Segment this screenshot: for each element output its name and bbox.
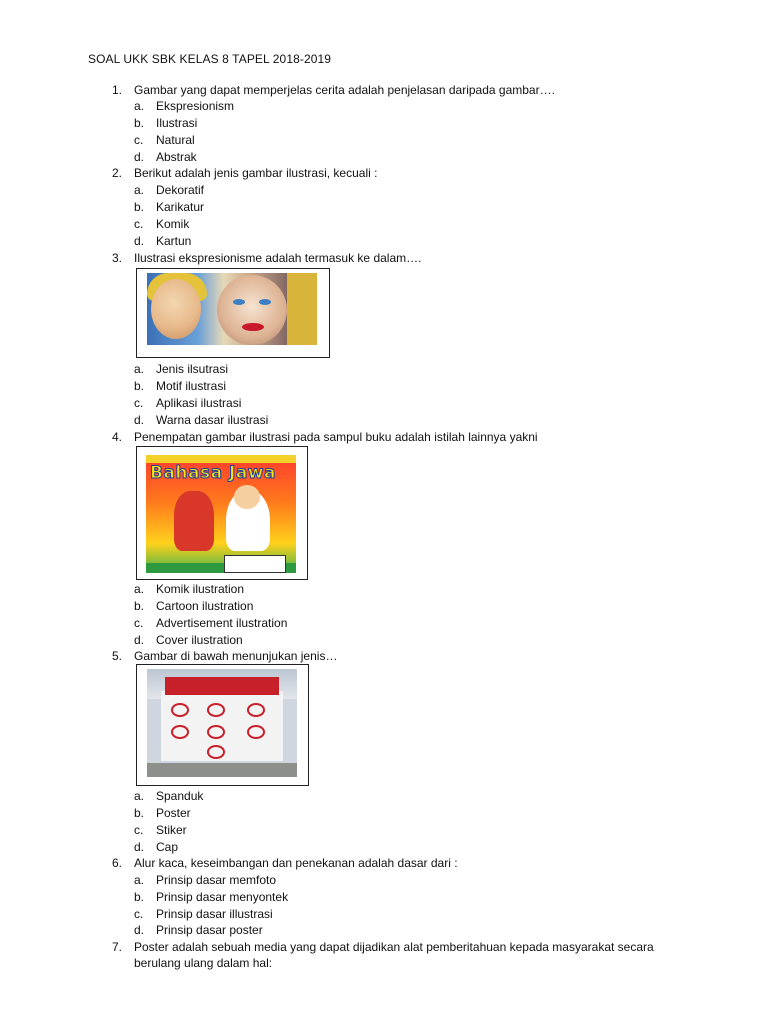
option-5d — [134, 839, 178, 855]
banner-header-strip — [165, 677, 279, 695]
option-2a — [134, 182, 204, 198]
question-number: 4. — [112, 430, 123, 444]
eye-shape — [233, 299, 245, 305]
face-shape — [151, 279, 201, 339]
option-text: Poster — [156, 806, 191, 820]
option-3a — [134, 361, 228, 377]
prohibition-icon — [207, 703, 225, 717]
question-7 — [112, 939, 702, 971]
option-4b — [134, 598, 253, 614]
question-text: Gambar di bawah menunjukan jenis… — [134, 649, 338, 663]
option-letter: b. — [134, 890, 145, 904]
lips-shape — [242, 323, 264, 331]
option-letter: b. — [134, 379, 145, 393]
page-title: SOAL UKK SBK KELAS 8 TAPEL 2018-2019 — [88, 52, 332, 66]
option-text: Kartun — [156, 234, 192, 248]
option-5c — [134, 822, 187, 838]
character-figure — [174, 491, 214, 551]
option-letter: d. — [134, 234, 145, 248]
pop-art-illustration-image — [136, 268, 330, 358]
option-letter: b. — [134, 116, 145, 130]
option-letter: a. — [134, 183, 145, 197]
question-text: Gambar yang dapat memperjelas cerita adalah penjelasan daripada gambar…. — [134, 83, 555, 97]
prohibition-icon — [171, 703, 189, 717]
option-6c — [134, 906, 273, 922]
option-text: Dekoratif — [156, 183, 205, 197]
question-number: 5. — [112, 649, 123, 663]
option-6a — [134, 872, 276, 888]
prohibition-icon — [171, 725, 189, 739]
option-1c — [134, 132, 195, 148]
option-letter: a. — [134, 362, 145, 376]
question-number: 2. — [112, 166, 123, 180]
option-text: Prinsip dasar illustrasi — [156, 907, 273, 921]
option-4a — [134, 581, 244, 597]
question-6 — [112, 855, 702, 871]
option-3c — [134, 395, 241, 411]
banner-picture — [147, 669, 297, 777]
option-text: Prinsip dasar poster — [156, 923, 263, 937]
option-1d — [134, 149, 197, 165]
cover-title: Bahasa Jawa — [150, 463, 276, 483]
face-shape — [217, 275, 287, 345]
question-2 — [112, 165, 702, 181]
option-text: Prinsip dasar menyontek — [156, 890, 289, 904]
option-letter: b. — [134, 200, 145, 214]
question-number: 7. — [112, 940, 123, 954]
option-6d — [134, 922, 263, 938]
question-text: Penempatan gambar ilustrasi pada sampul buku adalah istilah lainnya yakni — [134, 430, 538, 444]
option-letter: d. — [134, 840, 145, 854]
option-letter: b. — [134, 599, 145, 613]
option-text: Komik — [156, 217, 190, 231]
option-2b — [134, 199, 204, 215]
question-number: 1. — [112, 83, 123, 97]
option-text: Komik ilustration — [156, 582, 245, 596]
option-2d — [134, 233, 191, 249]
option-text: Warna dasar ilustrasi — [156, 413, 269, 427]
prohibition-icon — [247, 703, 265, 717]
option-text: Karikatur — [156, 200, 205, 214]
option-text: Cartoon ilustration — [156, 599, 254, 613]
option-text: Natural — [156, 133, 195, 147]
option-letter: d. — [134, 413, 145, 427]
hair-shape — [287, 273, 317, 345]
pop-art-picture — [147, 273, 317, 345]
cover-info-box — [224, 555, 286, 573]
option-1b — [134, 115, 197, 131]
option-letter: d. — [134, 150, 145, 164]
option-letter: c. — [134, 217, 144, 231]
option-3d — [134, 412, 268, 428]
option-text: Aplikasi ilustrasi — [156, 396, 242, 410]
question-text: Berikut adalah jenis gambar ilustrasi, kecuali : — [134, 166, 378, 180]
option-text: Advertisement ilustration — [156, 616, 288, 630]
question-3 — [112, 250, 702, 266]
question-number: 6. — [112, 856, 123, 870]
option-letter: b. — [134, 806, 145, 820]
book-cover-picture — [146, 455, 296, 573]
option-4c — [134, 615, 287, 631]
option-letter: c. — [134, 823, 144, 837]
prohibition-icon — [207, 725, 225, 739]
question-text: Poster adalah sebuah media yang dapat dijadikan alat pemberitahuan kepada masyarakat secara berulang ulang dalam hal: — [134, 940, 654, 970]
option-text: Ekspresionism — [156, 99, 235, 113]
question-text: Alur kaca, keseimbangan dan penekanan adalah dasar dari : — [134, 856, 458, 870]
option-letter: d. — [134, 633, 145, 647]
option-3b — [134, 378, 226, 394]
option-text: Cover ilustration — [156, 633, 243, 647]
option-letter: c. — [134, 396, 144, 410]
option-letter: c. — [134, 907, 144, 921]
option-text: Jenis ilsutrasi — [156, 362, 229, 376]
option-letter: a. — [134, 873, 145, 887]
option-text: Ilustrasi — [156, 116, 198, 130]
option-letter: c. — [134, 616, 144, 630]
ground-area — [147, 763, 297, 777]
option-text: Cap — [156, 840, 179, 854]
cover-band — [146, 455, 296, 463]
question-4 — [112, 429, 702, 445]
option-text: Stiker — [156, 823, 187, 837]
option-4d — [134, 632, 243, 648]
option-5a — [134, 788, 203, 804]
question-text: Ilustrasi ekspresionisme adalah termasuk ke dalam…. — [134, 251, 422, 265]
prohibition-icon — [247, 725, 265, 739]
option-5b — [134, 805, 191, 821]
option-text: Motif ilustrasi — [156, 379, 227, 393]
option-letter: c. — [134, 133, 144, 147]
option-6b — [134, 889, 288, 905]
option-letter: a. — [134, 789, 145, 803]
character-head — [234, 485, 260, 509]
option-letter: a. — [134, 582, 145, 596]
eye-shape — [259, 299, 271, 305]
option-letter: a. — [134, 99, 145, 113]
banner-photo-image — [136, 664, 309, 786]
book-cover-image — [136, 446, 308, 580]
option-2c — [134, 216, 189, 232]
question-1 — [112, 82, 702, 98]
option-text: Abstrak — [156, 150, 197, 164]
option-text: Prinsip dasar memfoto — [156, 873, 277, 887]
option-1a — [134, 98, 234, 114]
question-5 — [112, 648, 702, 664]
prohibition-icon — [207, 745, 225, 759]
question-number: 3. — [112, 251, 123, 265]
option-text: Spanduk — [156, 789, 204, 803]
option-letter: d. — [134, 923, 145, 937]
